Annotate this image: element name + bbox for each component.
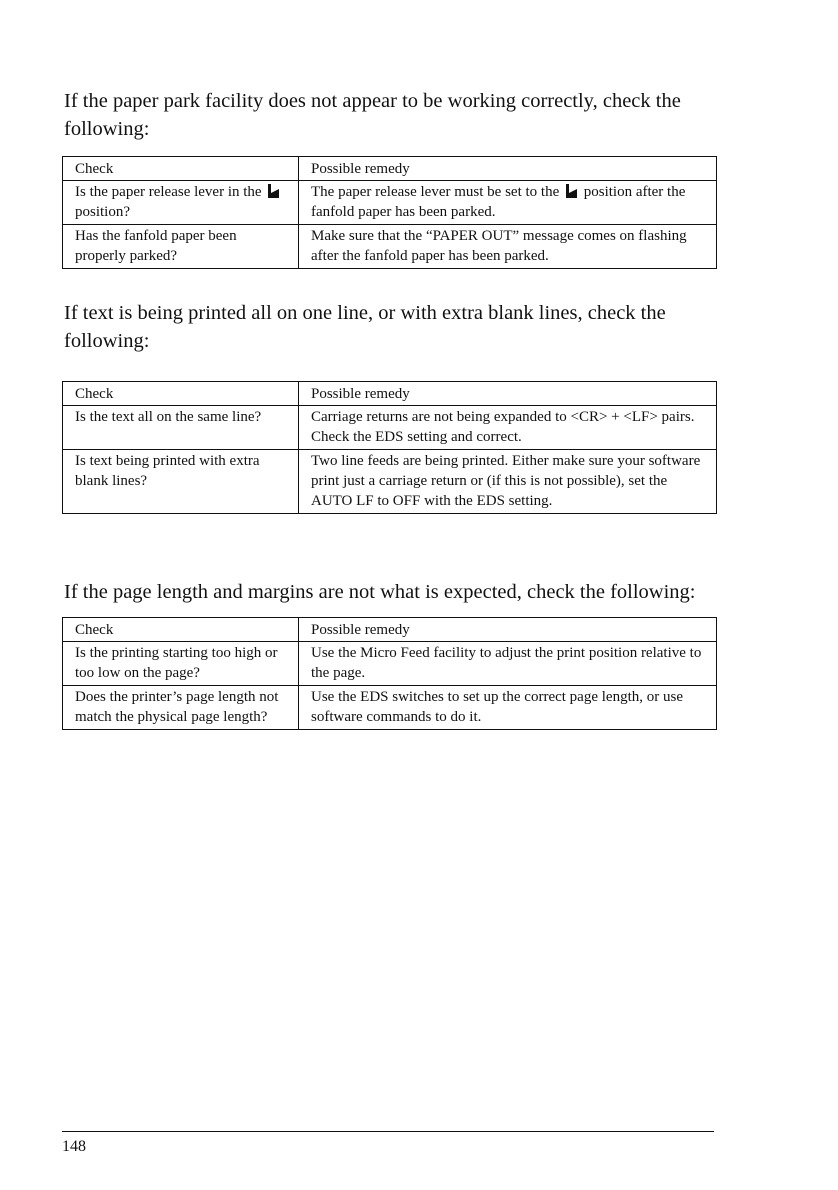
table-row bbox=[63, 181, 717, 225]
check-cell: Is the printing starting too high or too low on the page? bbox=[63, 642, 299, 686]
remedy-cell bbox=[299, 181, 717, 225]
check-text-start: Is the paper release lever in the bbox=[75, 184, 262, 200]
column-header-check: Check bbox=[63, 618, 299, 642]
troubleshooting-table-line-feed bbox=[62, 381, 717, 514]
table-row bbox=[63, 686, 717, 730]
remedy-text-end: position after the fanfold paper has been parked. bbox=[311, 184, 686, 220]
check-text-end: position? bbox=[75, 204, 130, 220]
column-header-check: Check bbox=[63, 382, 299, 406]
check-cell: Does the printer’s page length not match the physical page length? bbox=[63, 686, 299, 730]
column-header-check: Check bbox=[63, 157, 299, 181]
check-cell bbox=[63, 181, 299, 225]
page-number: 148 bbox=[62, 1138, 86, 1155]
remedy-cell: Carriage returns are not being expanded to <CR> + <LF> pairs. Check the EDS setting and correct. bbox=[299, 406, 717, 450]
section-intro-paper-park: If the paper park facility does not appear to be working correctly, check the following: bbox=[64, 90, 681, 140]
check-cell: Is the text all on the same line? bbox=[63, 406, 299, 450]
check-cell: Has the fanfold paper been properly parked? bbox=[63, 225, 299, 269]
footer-rule bbox=[62, 1131, 714, 1132]
column-header-remedy: Possible remedy bbox=[299, 618, 717, 642]
remedy-cell: Two line feeds are being printed. Either make sure your software print just a carriage return or (if this is not possible), set the AUTO LF to OFF with the EDS setting. bbox=[299, 450, 717, 514]
table-row bbox=[63, 450, 717, 514]
column-header-remedy: Possible remedy bbox=[299, 382, 717, 406]
section-intro-page-length: If the page length and margins are not what is expected, check the following: bbox=[64, 581, 696, 603]
check-cell: Is text being printed with extra blank lines? bbox=[63, 450, 299, 514]
remedy-cell: Make sure that the “PAPER OUT” message comes on flashing after the fanfold paper has been parked. bbox=[299, 225, 717, 269]
column-header-remedy: Possible remedy bbox=[299, 157, 717, 181]
remedy-text-start: The paper release lever must be set to the bbox=[311, 184, 560, 200]
remedy-cell: Use the Micro Feed facility to adjust the print position relative to the page. bbox=[299, 642, 717, 686]
table-row bbox=[63, 406, 717, 450]
table-row bbox=[63, 225, 717, 269]
troubleshooting-table-page-length bbox=[62, 617, 717, 730]
paper-release-lever-icon bbox=[268, 184, 279, 198]
paper-release-lever-icon bbox=[566, 184, 577, 198]
table-header-row bbox=[63, 618, 717, 642]
remedy-cell: Use the EDS switches to set up the correct page length, or use software commands to do it. bbox=[299, 686, 717, 730]
table-header-row bbox=[63, 157, 717, 181]
table-header-row bbox=[63, 382, 717, 406]
table-row bbox=[63, 642, 717, 686]
section-intro-line-feed: If text is being printed all on one line, or with extra blank lines, check the following: bbox=[64, 302, 666, 352]
troubleshooting-table-paper-park bbox=[62, 156, 717, 269]
